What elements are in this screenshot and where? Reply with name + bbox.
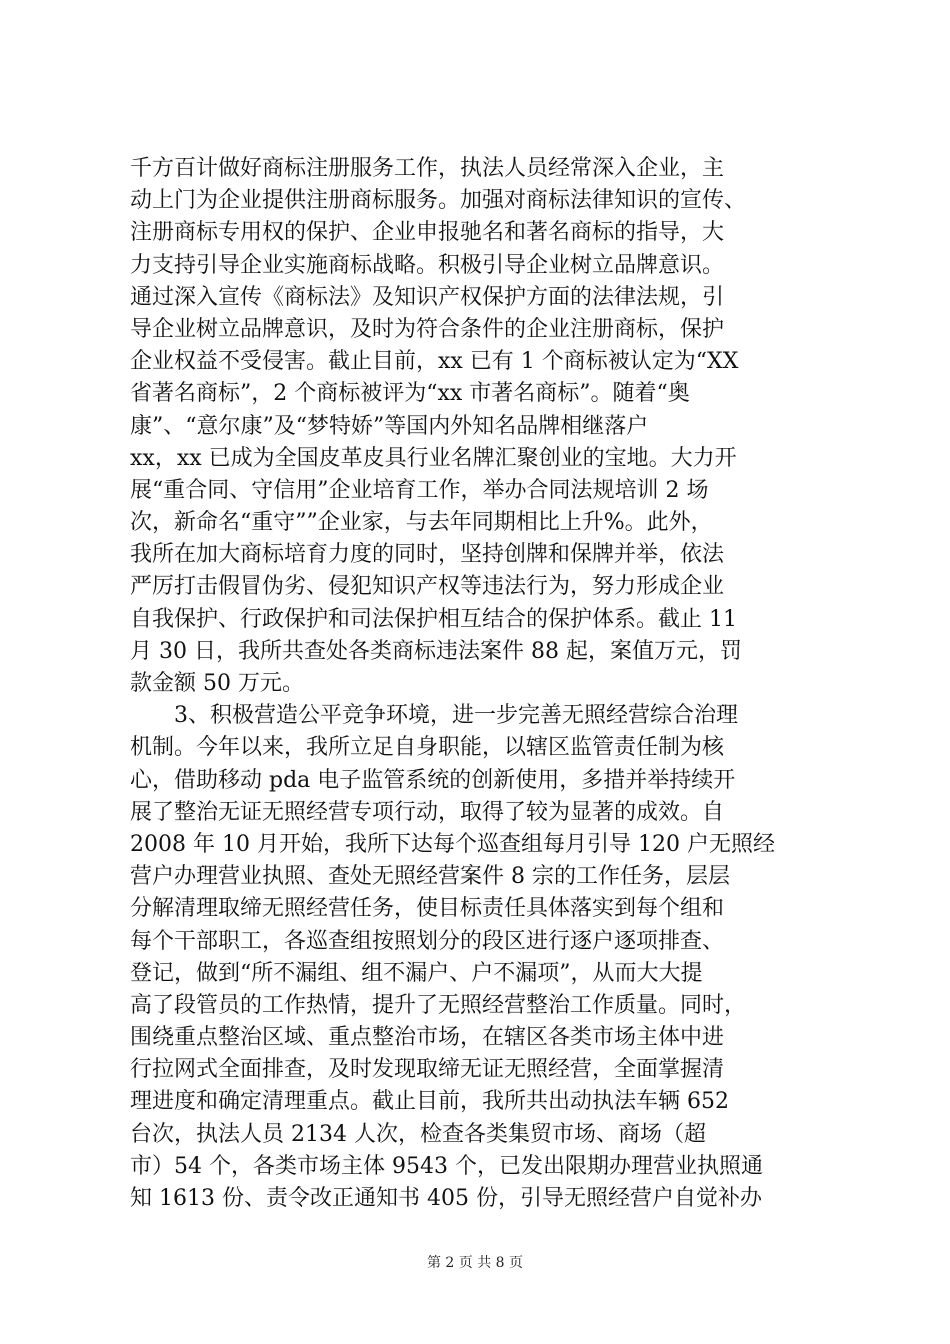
text-line: 严厉打击假冒伪劣、侵犯知识产权等违法行为，努力形成企业 — [130, 574, 725, 600]
text-line: 心，借助移动 pda 电子监管系统的创新使用，多措并举持续开 — [130, 767, 736, 793]
text-line: 每个干部职工，各巡查组按照划分的段区进行逐户逐项排查、 — [130, 928, 725, 954]
text-line: 展“重合同、守信用”企业培育工作，举办合同法规培训 2 场 — [130, 477, 709, 503]
text-line: 3、积极营造公平竞争环境，进一步完善无照经营综合治理 — [130, 703, 738, 729]
text-line: 机制。今年以来，我所立足自身职能，以辖区监管责任制为核 — [130, 735, 725, 761]
text-line: 康”、“意尔康”及“梦特娇”等国内外知名品牌相继落户 — [130, 413, 649, 439]
text-line: 自我保护、行政保护和司法保护相互结合的保护体系。截止 11 — [130, 606, 737, 632]
text-line: 展了整治无证无照经营专项行动，取得了较为显著的成效。自 — [130, 799, 725, 825]
text-line: 台次，执法人员 2134 人次，检查各类集贸市场、商场（超 — [130, 1121, 706, 1147]
text-line: 营户办理营业执照、查处无照经营案件 8 宗的工作任务，层层 — [130, 864, 730, 890]
text-line: 我所在加大商标培育力度的同时，坚持创牌和保牌并举，依法 — [130, 542, 725, 568]
text-line: 分解清理取缔无照经营任务，使目标责任具体落实到每个组和 — [130, 896, 725, 922]
text-line: 力支持引导企业实施商标战略。积极引导企业树立品牌意识。 — [130, 252, 725, 278]
text-line: 千方百计做好商标注册服务工作，执法人员经常深入企业，主 — [130, 156, 725, 181]
text-line: 导企业树立品牌意识，及时为符合条件的企业注册商标，保护 — [130, 316, 725, 342]
text-line: 月 30 日，我所共查处各类商标违法案件 88 起，案值万元，罚 — [130, 638, 742, 664]
text-line: 高了段管员的工作热情，提升了无照经营整治工作质量。同时， — [130, 992, 747, 1018]
text-line: 通过深入宣传《商标法》及知识产权保护方面的法律法规，引 — [130, 284, 725, 310]
text-line: 登记，做到“所不漏组、组不漏户、户不漏项”，从而大大提 — [130, 960, 703, 986]
text-line: 理进度和确定清理重点。截止目前，我所共出动执法车辆 652 — [130, 1089, 729, 1115]
text-line: 企业权益不受侵害。截止目前，xx 已有 1 个商标被认定为“XX — [130, 349, 739, 375]
text-line: 省著名商标”，2 个商标被评为“xx 市著名商标”。随着“奥 — [130, 381, 690, 407]
text-line: 行拉网式全面排查，及时发现取缔无证无照经营，全面掌握清 — [130, 1057, 725, 1083]
text-line: 次，新命名“重守””企业家，与去年同期相比上升%。此外， — [130, 510, 713, 536]
text-line: 2008 年 10 月开始，我所下达每个巡查组每月引导 120 户无照经 — [130, 831, 775, 857]
text-line: 知 1613 份、责令改正通知书 405 份，引导无照经营户自觉补办 — [130, 1186, 762, 1211]
text-line: 市）54 个，各类市场主体 9543 个，已发出限期办理营业执照通 — [130, 1153, 763, 1179]
text-line: 动上门为企业提供注册商标服务。加强对商标法律知识的宣传、 — [130, 188, 747, 214]
text-line: 款金额 50 万元。 — [130, 671, 304, 696]
document-body — [130, 153, 830, 1215]
text-line: 注册商标专用权的保护、企业申报驰名和著名商标的指导，大 — [130, 220, 725, 246]
text-line: 围绕重点整治区域、重点整治市场，在辖区各类市场主体中进 — [130, 1025, 725, 1051]
text-line: xx，xx 已成为全国皮革皮具行业名牌汇聚创业的宝地。大力开 — [130, 445, 737, 471]
page-number-footer: 第 2 页 共 8 页 — [426, 1255, 524, 1271]
